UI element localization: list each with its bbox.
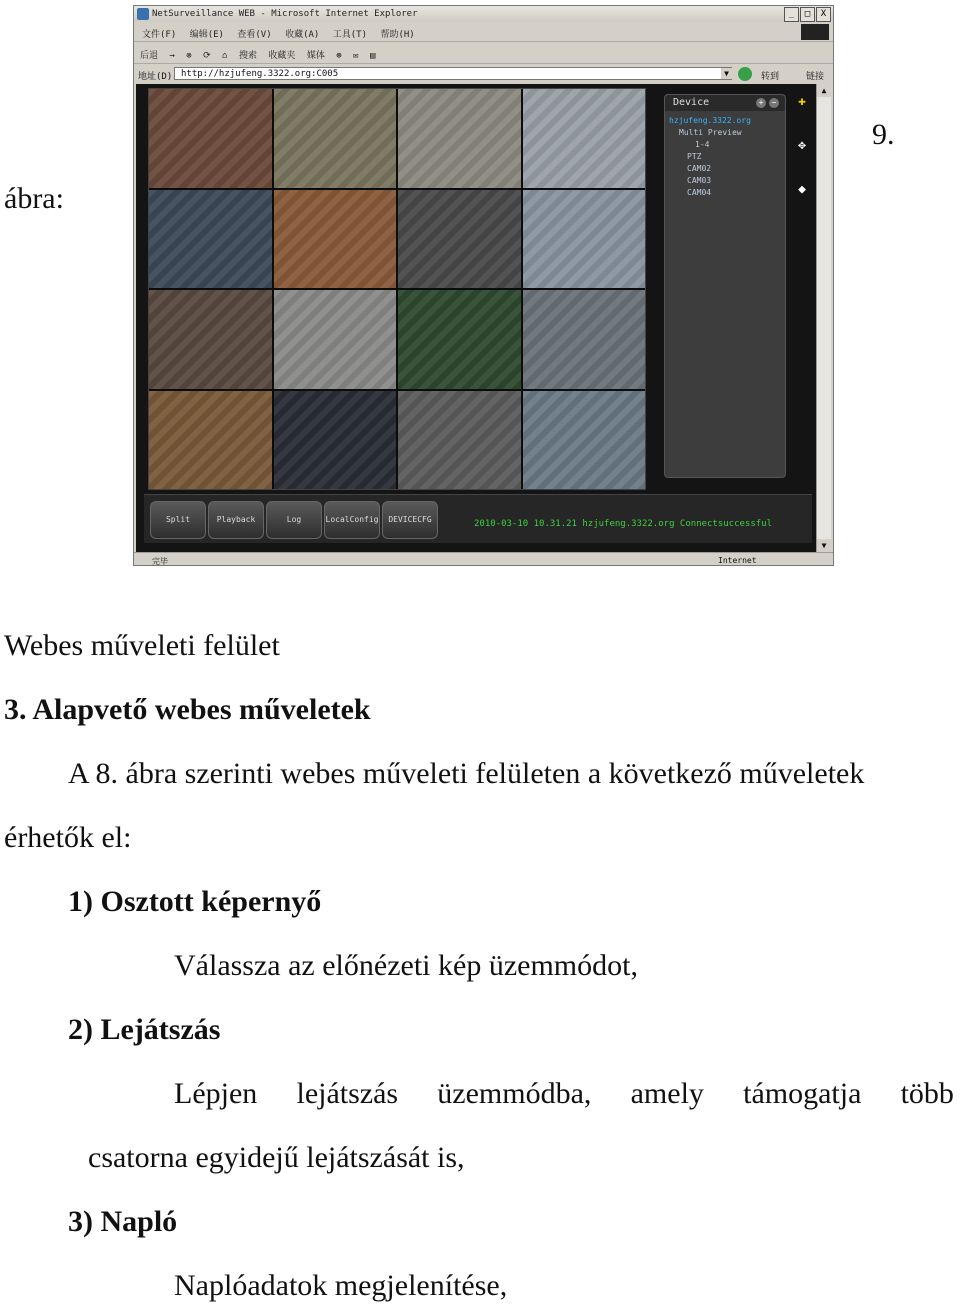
address-bar	[134, 63, 833, 84]
item2-word: amely	[630, 1077, 704, 1110]
zone-text: Internet	[718, 556, 757, 565]
browser-screenshot	[133, 5, 834, 566]
video-cell[interactable]	[149, 89, 272, 188]
minimize-button[interactable]: _	[784, 7, 799, 22]
favorites-button[interactable]: 收藏夹	[268, 51, 296, 61]
tree-item-host[interactable]: hzjufeng.3322.org	[669, 116, 751, 125]
mail-icon[interactable]: ✉	[353, 51, 359, 61]
menu-view[interactable]: 查看(V)	[237, 30, 272, 40]
tree-item-ptz[interactable]: PTZ	[687, 152, 702, 161]
item1-title: 1) Osztott képernyő	[68, 885, 322, 918]
item2-word: Lépjen	[174, 1077, 258, 1110]
item2-text-line2: csatorna egyidejű lejátszását is,	[88, 1141, 465, 1174]
add-icon[interactable]: +	[756, 98, 766, 108]
windows-logo-icon	[801, 24, 829, 40]
video-cell[interactable]	[523, 89, 646, 188]
connection-status: 2010-03-10 10.31.21 hzjufeng.3322.org Connectsuccessful	[474, 519, 773, 529]
go-button[interactable]: 转到	[761, 72, 780, 82]
local-config-button[interactable]: LocalConfig	[324, 501, 380, 539]
playback-button[interactable]: Playback	[208, 501, 264, 539]
item2-word: több	[900, 1077, 954, 1110]
browser-titlebar	[134, 6, 833, 22]
log-button[interactable]: Log	[266, 501, 322, 539]
device-config-button[interactable]: DEVICECFG	[382, 501, 438, 539]
menu-edit[interactable]: 编辑(E)	[189, 30, 224, 40]
browser-statusbar	[134, 552, 833, 566]
close-button[interactable]: X	[816, 7, 831, 22]
status-text: 完毕	[152, 557, 168, 566]
refresh-icon[interactable]: ⟳	[203, 51, 211, 61]
print-icon[interactable]: ▤	[369, 51, 376, 61]
device-tree	[665, 111, 785, 199]
move-arrows-icon[interactable]: ✥	[798, 138, 806, 153]
links-button[interactable]: 链接	[806, 72, 825, 82]
app-bottom-bar	[144, 494, 812, 543]
video-cell[interactable]	[149, 391, 272, 490]
menu-favorites[interactable]: 收藏(A)	[285, 30, 320, 40]
item3-title: 3) Napló	[68, 1205, 178, 1238]
figure-number: 9.	[872, 118, 895, 151]
media-button[interactable]: 媒体	[306, 51, 325, 61]
tree-item-1-4[interactable]: 1-4	[695, 140, 710, 149]
surveillance-app	[136, 84, 816, 552]
diamond-icon[interactable]: ◆	[798, 182, 806, 197]
browser-menubar	[134, 23, 833, 40]
item2-title: 2) Lejátszás	[68, 1013, 221, 1046]
item1-text: Válassza az előnézeti kép üzemmódot,	[174, 949, 638, 982]
back-button[interactable]: 后退	[140, 51, 159, 61]
scroll-down-icon[interactable]: ▼	[817, 539, 831, 552]
paragraph-line1: A 8. ábra szerinti webes műveleti felületen a következő műveletek	[68, 757, 865, 790]
video-cell[interactable]	[523, 190, 646, 289]
vertical-scrollbar[interactable]	[816, 84, 831, 552]
forward-button[interactable]: →	[169, 51, 175, 61]
figure-label-left: ábra:	[4, 182, 64, 215]
scroll-up-icon[interactable]: ▲	[817, 84, 831, 97]
item2-word: üzemmódba,	[437, 1077, 592, 1110]
item2-word: támogatja	[743, 1077, 862, 1110]
address-dropdown-icon[interactable]: ▼	[721, 68, 732, 79]
video-cell[interactable]	[523, 391, 646, 490]
browser-toolbar	[134, 41, 833, 64]
tree-item-cam02[interactable]: CAM02	[687, 164, 712, 173]
stop-icon[interactable]: ⊗	[186, 51, 192, 61]
video-cell[interactable]	[398, 190, 521, 289]
video-cell[interactable]	[398, 89, 521, 188]
tree-item-cam04[interactable]: CAM04	[687, 188, 712, 197]
device-panel-title: Device	[665, 95, 785, 111]
video-cell[interactable]	[274, 89, 397, 188]
video-grid	[148, 88, 646, 490]
remove-icon[interactable]: −	[769, 98, 779, 108]
history-icon[interactable]: ⊛	[336, 51, 342, 61]
video-cell[interactable]	[149, 290, 272, 389]
search-button[interactable]: 搜索	[238, 51, 257, 61]
video-cell[interactable]	[149, 190, 272, 289]
item2-word: lejátszás	[296, 1077, 399, 1110]
maximize-button[interactable]: □	[800, 7, 815, 22]
figure-caption: Webes műveleti felület	[4, 629, 280, 662]
video-cell[interactable]	[274, 290, 397, 389]
home-icon[interactable]: ⌂	[222, 51, 228, 61]
address-input[interactable]: http://hzjufeng.3322.org:C005	[174, 67, 732, 80]
tree-item-cam03[interactable]: CAM03	[687, 176, 712, 185]
video-cell[interactable]	[398, 391, 521, 490]
menu-tools[interactable]: 工具(T)	[332, 30, 368, 40]
device-panel	[664, 94, 786, 478]
video-cell[interactable]	[398, 290, 521, 389]
go-icon[interactable]	[738, 67, 752, 81]
puzzle-icon[interactable]: ✚	[798, 94, 806, 109]
paragraph-line2: érhetők el:	[4, 821, 132, 854]
video-cell[interactable]	[523, 290, 646, 389]
section-heading: 3. Alapvető webes műveletek	[4, 693, 371, 726]
device-panel-controls	[756, 98, 779, 108]
split-button[interactable]: Split	[150, 501, 206, 539]
video-cell[interactable]	[274, 190, 397, 289]
item2-text-line1	[174, 1079, 954, 1109]
address-label: 地址(D)	[138, 72, 173, 82]
menu-help[interactable]: 帮助(H)	[380, 30, 415, 40]
browser-title: NetSurveillance WEB - Microsoft Internet Explorer	[152, 9, 418, 19]
side-toolbar	[794, 94, 812, 226]
ie-icon	[137, 8, 149, 20]
video-cell[interactable]	[274, 391, 397, 490]
item3-text: Naplóadatok megjelenítése,	[174, 1269, 508, 1302]
window-controls	[784, 7, 831, 22]
menu-file[interactable]: 文件(F)	[142, 30, 177, 40]
tree-item-multi-preview[interactable]: Multi Preview	[679, 128, 742, 137]
